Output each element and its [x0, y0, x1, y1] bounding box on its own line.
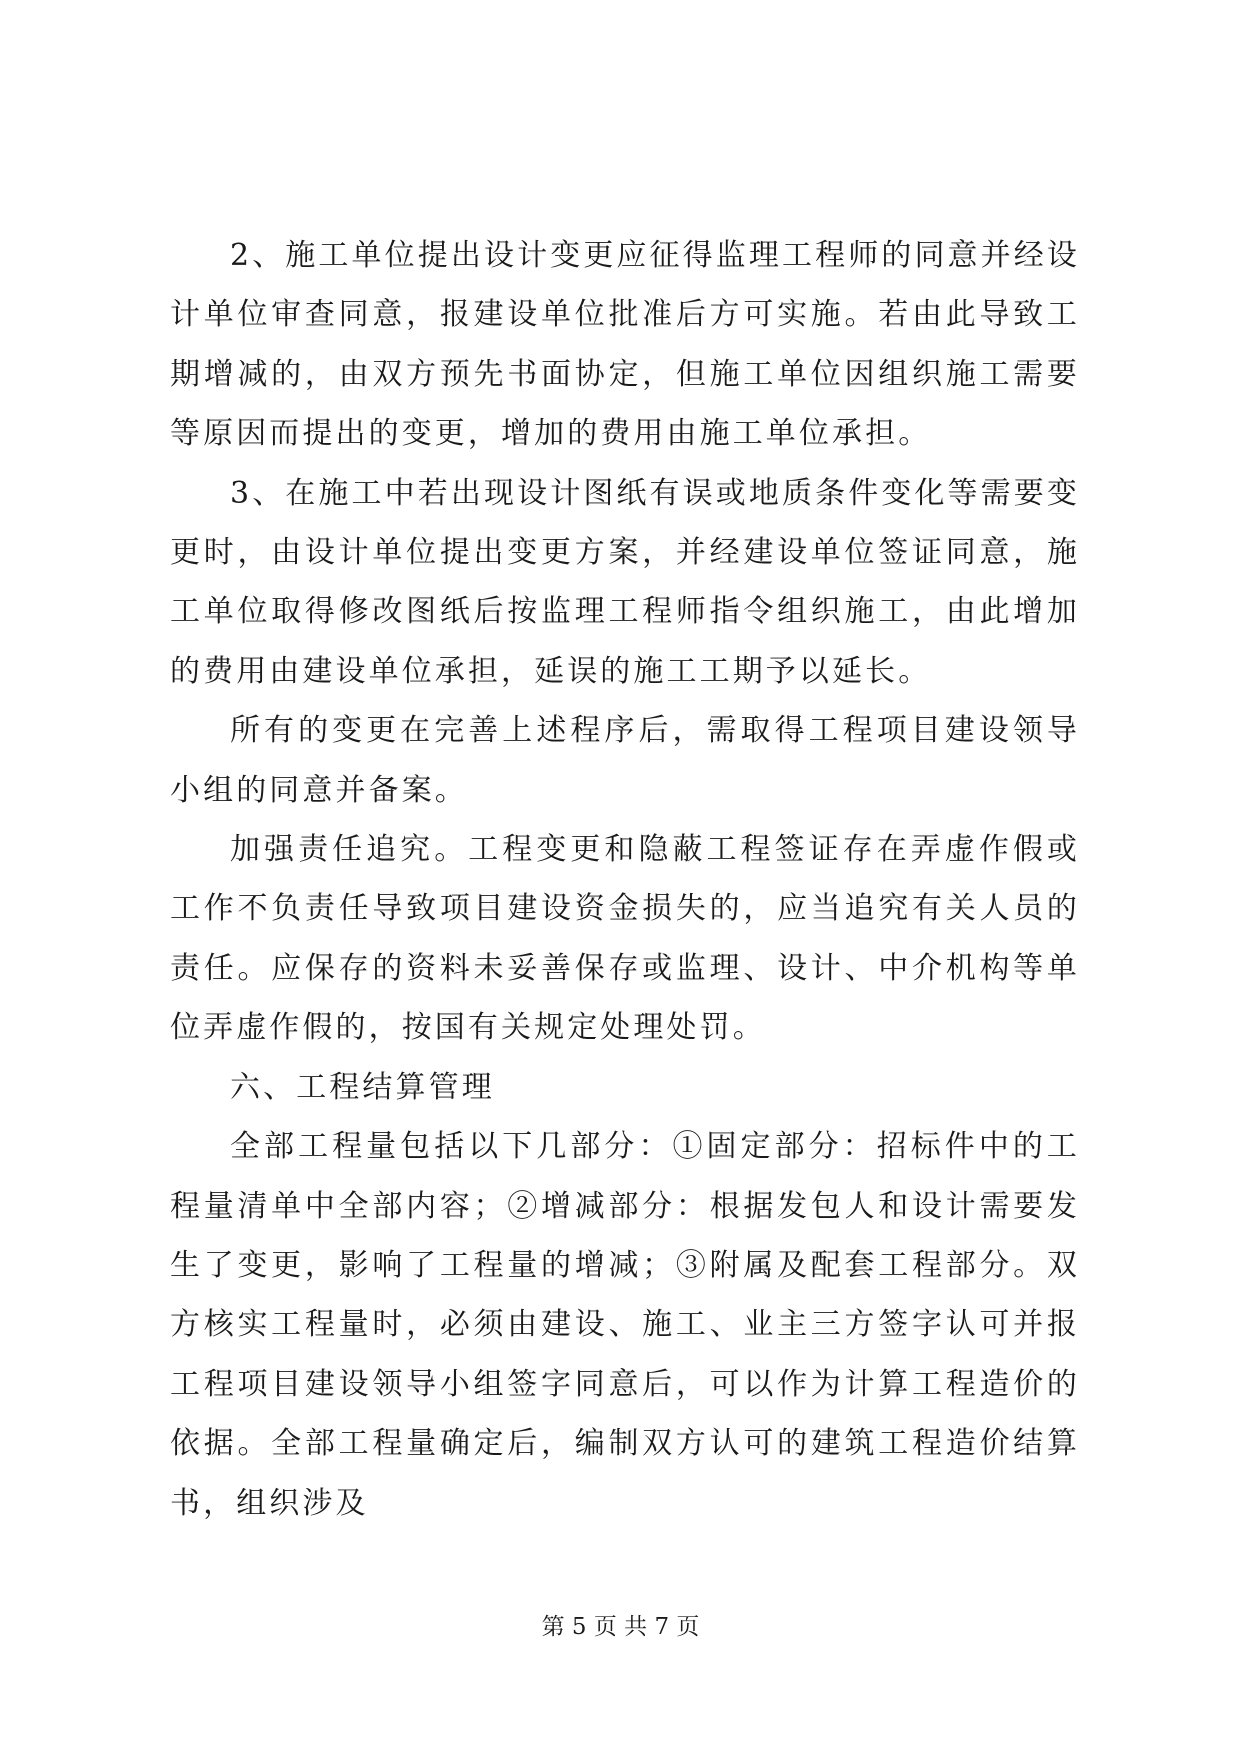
document-body	[170, 226, 1080, 1533]
paragraph-change-filing: 所有的变更在完善上述程序后，需取得工程项目建设领导小组的同意并备案。	[170, 713, 1080, 808]
paragraph-accountability: 加强责任追究。工程变更和隐蔽工程签证存在弄虚作假或工作不负责任导致项目建设资金损失的，应当追究有关人员的责任。应保存的资料未妥善保存或监理、设计、中介机构等单位弄虚作假的，按国有关规定处理处罚。	[170, 832, 1080, 1046]
paragraph-quantities: 全部工程量包括以下几部分：①固定部分：招标件中的工程量清单中全部内容；②增减部分：根据发包人和设计需要发生了变更，影响了工程量的增减；③附属及配套工程部分。双方核实工程量时，必须由建设、施工、业主三方签字认可并报工程项目建设领导小组签字同意后，可以作为计算工程造价的依据。全部工程量确定后，编制双方认可的建筑工程造价结算书，组织涉及	[170, 1129, 1080, 1521]
paragraph-design-change-by-contractor: 2、施工单位提出设计变更应征得监理工程师的同意并经设计单位审查同意，报建设单位批准后方可实施。若由此导致工期增减的，由双方预先书面协定，但施工单位因组织施工需要等原因而提出的变更，增加的费用由施工单位承担。	[170, 238, 1080, 452]
page-number-footer: 第 5 页 共 7 页	[541, 1614, 700, 1640]
paragraph-design-change-by-designer: 3、在施工中若出现设计图纸有误或地质条件变化等需要变更时，由设计单位提出变更方案，并经建设单位签证同意，施工单位取得修改图纸后按监理工程师指令组织施工，由此增加的费用由建设单位承担，延误的施工工期予以延长。	[170, 475, 1080, 689]
section-heading-settlement: 六、工程结算管理	[230, 1069, 495, 1105]
